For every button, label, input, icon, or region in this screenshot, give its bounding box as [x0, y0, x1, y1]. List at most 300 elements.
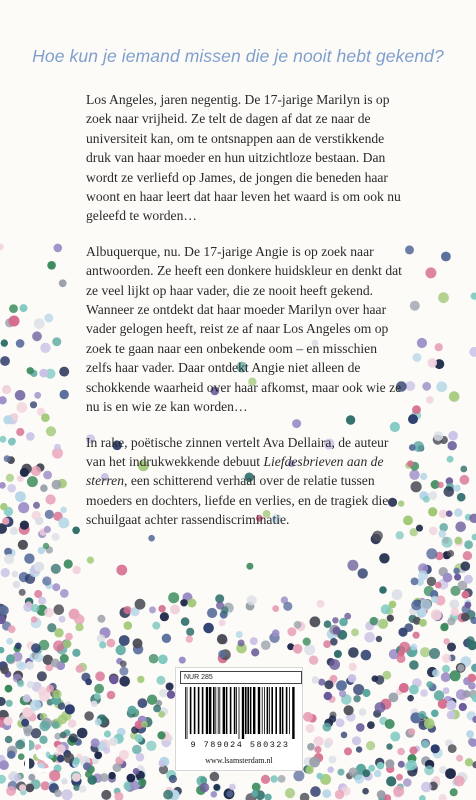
- confetti-dot: [0, 647, 4, 653]
- confetti-dot: [18, 502, 29, 513]
- confetti-dot: [403, 778, 412, 787]
- confetti-dot: [410, 644, 417, 651]
- confetti-dot: [356, 723, 365, 732]
- confetti-dot: [386, 743, 392, 749]
- confetti-dot: [0, 697, 6, 706]
- confetti-dot: [431, 596, 438, 603]
- confetti-dot: [54, 244, 63, 253]
- nur-code: NUR 285: [180, 671, 302, 684]
- confetti-dot: [4, 554, 14, 564]
- barcode-bar: [269, 687, 270, 734]
- confetti-dot: [0, 503, 7, 510]
- confetti-dot: [293, 644, 303, 654]
- confetti-dot: [445, 768, 456, 779]
- confetti-dot: [72, 566, 80, 574]
- barcode-bar: [264, 687, 265, 734]
- confetti-dot: [324, 741, 331, 748]
- confetti-dot: [68, 719, 77, 728]
- confetti-dot: [44, 526, 51, 533]
- confetti-dot: [43, 471, 52, 480]
- confetti-dot: [323, 640, 331, 648]
- confetti-dot: [420, 689, 428, 697]
- confetti-dot: [455, 537, 463, 545]
- confetti-dot: [147, 695, 157, 705]
- confetti-dot: [54, 444, 61, 451]
- confetti-dot: [128, 706, 137, 715]
- confetti-dot: [422, 382, 431, 391]
- confetti-dot: [100, 773, 109, 782]
- confetti-dot: [52, 690, 61, 699]
- confetti-dot: [44, 608, 54, 618]
- barcode-bar: [236, 687, 237, 734]
- confetti-dot: [381, 604, 391, 614]
- confetti-dot: [54, 628, 63, 637]
- confetti-dot: [6, 700, 13, 707]
- confetti-dot: [58, 517, 69, 528]
- confetti-dot: [52, 721, 60, 729]
- confetti-dot: [287, 627, 296, 636]
- confetti-dot: [411, 578, 419, 586]
- confetti-dot: [16, 402, 27, 413]
- barcode-bar: [209, 687, 211, 734]
- confetti-dot: [25, 784, 34, 793]
- confetti-dot: [412, 405, 421, 414]
- barcode-bar: [258, 687, 260, 734]
- confetti-dot: [418, 711, 426, 719]
- confetti-dot: [152, 622, 160, 630]
- confetti-dot: [59, 616, 66, 623]
- confetti-dot: [156, 676, 165, 685]
- publisher-logo-icon: [22, 735, 56, 775]
- confetti-dot: [113, 763, 122, 772]
- confetti-dot: [386, 776, 396, 786]
- confetti-dot: [419, 795, 426, 800]
- confetti-dot: [62, 789, 73, 800]
- confetti-dot: [4, 455, 11, 462]
- confetti-dot: [99, 641, 106, 648]
- confetti-dot: [138, 778, 146, 786]
- confetti-dot: [409, 660, 419, 670]
- confetti-dot: [471, 664, 476, 673]
- confetti-dot: [166, 683, 174, 691]
- confetti-dot: [385, 759, 394, 768]
- confetti-dot: [364, 632, 375, 643]
- confetti-dot: [8, 625, 16, 633]
- confetti-dot: [9, 316, 20, 327]
- confetti-dot: [40, 484, 48, 492]
- confetti-dot: [47, 261, 56, 270]
- confetti-dot: [442, 654, 451, 663]
- confetti-dot: [330, 638, 338, 646]
- confetti-dot: [52, 480, 62, 490]
- confetti-dot: [420, 647, 430, 657]
- confetti-dot: [293, 770, 304, 781]
- confetti-dot: [103, 747, 110, 754]
- confetti-dot: [219, 619, 226, 626]
- confetti-dot: [3, 415, 12, 424]
- confetti-dot: [312, 676, 320, 684]
- confetti-dot: [309, 656, 318, 665]
- barcode-bar: [215, 687, 216, 734]
- confetti-dot: [84, 711, 94, 721]
- confetti-dot: [450, 788, 458, 796]
- confetti-dot: [60, 732, 67, 739]
- closing-before: In rake, poëtische zinnen vertelt Ava Dellaira, de auteur van het indrukwekkende debuut: [86, 434, 389, 469]
- confetti-dot: [6, 474, 14, 482]
- confetti-dot: [6, 786, 16, 796]
- confetti-dot: [1, 568, 10, 577]
- confetti-dot: [409, 685, 419, 695]
- confetti-dot: [455, 522, 466, 533]
- confetti-dot: [361, 650, 372, 661]
- confetti-dot: [426, 681, 433, 688]
- confetti-dot: [327, 766, 334, 773]
- confetti-dot: [428, 507, 437, 516]
- confetti-dot: [442, 665, 450, 673]
- barcode-bar: [223, 687, 225, 734]
- confetti-dot: [447, 643, 456, 652]
- confetti-dot: [15, 491, 26, 502]
- confetti-dot: [46, 494, 56, 504]
- confetti-dot: [387, 615, 394, 622]
- confetti-dot: [169, 775, 177, 783]
- confetti-dot: [464, 575, 473, 584]
- confetti-dot: [34, 562, 44, 572]
- confetti-dot: [270, 775, 277, 782]
- confetti-dot: [64, 559, 73, 568]
- confetti-dot: [370, 617, 378, 625]
- confetti-dot: [392, 589, 403, 600]
- confetti-dot: [160, 612, 169, 621]
- confetti-dot: [429, 527, 438, 536]
- confetti-dot: [278, 775, 286, 783]
- confetti-dot: [95, 718, 102, 725]
- barcode-bar: [250, 687, 252, 734]
- confetti-dot: [170, 605, 180, 615]
- confetti-dot: [341, 732, 348, 739]
- confetti-dot: [119, 667, 128, 676]
- confetti-dot: [324, 680, 333, 689]
- confetti-dot: [465, 758, 473, 766]
- confetti-dot: [323, 723, 332, 732]
- confetti-dot: [358, 568, 368, 578]
- confetti-dot: [444, 486, 455, 497]
- confetti-dot: [468, 674, 476, 683]
- confetti-dot: [85, 678, 92, 685]
- confetti-dot: [221, 606, 229, 614]
- confetti-dot: [207, 608, 217, 618]
- confetti-dot: [42, 576, 51, 585]
- confetti-dot: [0, 482, 6, 489]
- confetti-dot: [446, 510, 453, 517]
- confetti-dot: [250, 637, 258, 645]
- confetti-dot: [0, 356, 10, 366]
- confetti-dot: [448, 431, 458, 441]
- confetti-dot: [61, 778, 67, 784]
- confetti-dot: [135, 734, 143, 742]
- confetti-dot: [12, 571, 19, 578]
- confetti-dot: [428, 491, 437, 500]
- confetti-dot: [18, 662, 26, 670]
- confetti-dot: [335, 790, 344, 799]
- confetti-dot: [314, 746, 321, 753]
- confetti-dot: [16, 428, 24, 436]
- confetti-dot: [434, 431, 444, 441]
- confetti-dot: [411, 600, 422, 611]
- blurb-paragraph-angie: Albuquerque, nu. De 17-jarige Angie is op zoek naar antwoorden. Ze heeft een donkere huidskleur en denkt dat ze veel lijkt op haar vader, die ze nooit heeft gekend. Wanneer ze ontdekt dat haar moeder Marilyn over haar vader gelogen heeft, reist ze af naar Los Angeles om op zoek te gaan naar een onbekende oom – en misschien zelfs haar vader. Daar ontdekt Angie niet alleen de schokkende waarheid over haar afkomst, maar ook wie ze nu is en wie ze kan worden…: [86, 243, 402, 415]
- blurb-text: [86, 90, 404, 546]
- barcode-bar: [245, 687, 247, 734]
- confetti-dot: [168, 592, 179, 603]
- confetti-dot: [448, 744, 457, 753]
- confetti-dot: [7, 484, 16, 493]
- confetti-dot: [366, 741, 375, 750]
- confetti-dot: [20, 521, 29, 530]
- confetti-dot: [32, 331, 42, 341]
- confetti-dot: [19, 784, 26, 791]
- confetti-dot: [447, 550, 454, 557]
- confetti-dot: [411, 481, 422, 492]
- confetti-dot: [409, 470, 419, 480]
- confetti-dot: [344, 613, 351, 620]
- confetti-dot: [372, 675, 379, 682]
- confetti-dot: [459, 703, 467, 711]
- confetti-dot: [336, 718, 345, 727]
- confetti-dot: [20, 304, 28, 312]
- confetti-dot: [30, 700, 41, 711]
- confetti-dot: [52, 533, 60, 541]
- confetti-dot: [16, 339, 25, 348]
- confetti-dot: [408, 728, 415, 735]
- barcode-bar: [187, 687, 188, 739]
- barcode-bar: [190, 687, 192, 734]
- confetti-dot: [403, 516, 413, 526]
- confetti-dot: [351, 629, 359, 637]
- confetti-dot: [63, 640, 72, 649]
- confetti-dot: [137, 676, 144, 683]
- confetti-dot: [135, 599, 146, 610]
- confetti-dot: [460, 466, 467, 473]
- confetti-dot: [39, 369, 48, 378]
- confetti-dot: [438, 530, 446, 538]
- confetti-dot: [261, 640, 271, 650]
- confetti-dot: [226, 790, 233, 797]
- barcode-bar: [262, 687, 263, 734]
- confetti-dot: [149, 654, 159, 664]
- confetti-dot: [453, 568, 460, 575]
- confetti-dot: [238, 640, 245, 647]
- confetti-dot: [41, 413, 50, 422]
- confetti-dot: [448, 441, 457, 450]
- confetti-dot: [472, 534, 476, 541]
- confetti-dot: [37, 671, 47, 681]
- confetti-dot: [104, 730, 111, 737]
- confetti-dot: [31, 604, 39, 612]
- confetti-dot: [69, 733, 78, 742]
- barcode-bar: [206, 687, 208, 734]
- confetti-dot: [0, 436, 6, 443]
- confetti-dot: [186, 628, 194, 636]
- confetti-dot: [218, 650, 226, 658]
- confetti-dot: [407, 460, 414, 467]
- confetti-dot: [4, 717, 13, 726]
- confetti-dot: [437, 482, 443, 488]
- confetti-dot: [95, 671, 105, 681]
- confetti-dot: [416, 525, 423, 532]
- confetti-dot: [2, 385, 11, 394]
- confetti-dot: [409, 746, 417, 754]
- confetti-dot: [322, 789, 331, 798]
- confetti-dot: [40, 343, 50, 353]
- confetti-dot: [65, 633, 73, 641]
- confetti-dot: [34, 590, 42, 598]
- confetti-dot: [338, 769, 345, 776]
- confetti-dot: [75, 623, 83, 631]
- confetti-dot: [107, 691, 116, 700]
- confetti-dot: [51, 659, 60, 668]
- confetti-dot: [46, 685, 54, 693]
- confetti-dot: [138, 698, 148, 708]
- confetti-dot: [390, 732, 400, 742]
- confetti-dot: [441, 252, 451, 262]
- confetti-dot: [27, 476, 38, 487]
- confetti-dot: [375, 702, 386, 713]
- confetti-dot: [348, 674, 357, 683]
- confetti-dot: [347, 560, 358, 571]
- confetti-dot: [31, 466, 41, 476]
- confetti-dot: [74, 614, 84, 624]
- confetti-dot: [406, 760, 417, 771]
- confetti-dot: [77, 728, 88, 739]
- confetti-dot: [303, 712, 313, 722]
- confetti-dot: [72, 649, 80, 657]
- confetti-dot: [352, 736, 361, 745]
- confetti-dot: [60, 507, 67, 514]
- confetti-dot: [441, 672, 451, 682]
- confetti-dot: [408, 414, 418, 424]
- confetti-dot: [5, 685, 13, 693]
- confetti-dot: [34, 653, 43, 662]
- confetti-dot: [439, 794, 447, 800]
- confetti-dot: [58, 714, 68, 724]
- confetti-dot: [285, 788, 295, 798]
- confetti-dot: [211, 791, 218, 798]
- confetti-dot: [272, 629, 280, 637]
- barcode-box: [175, 667, 303, 771]
- confetti-dot: [41, 781, 50, 790]
- confetti-dot: [442, 537, 453, 548]
- confetti-dot: [316, 773, 323, 780]
- confetti-dot: [54, 604, 65, 615]
- confetti-dot: [457, 493, 466, 502]
- confetti-dot: [14, 774, 22, 782]
- confetti-dot: [217, 634, 227, 644]
- confetti-dot: [35, 517, 43, 525]
- confetti-dot: [464, 540, 473, 549]
- barcode-bar: [198, 687, 200, 734]
- confetti-dot: [399, 642, 410, 653]
- confetti-dot: [158, 711, 165, 718]
- confetti-dot: [136, 753, 145, 762]
- confetti-dot: [181, 617, 190, 626]
- confetti-dot: [425, 267, 436, 278]
- confetti-dot: [314, 736, 324, 746]
- confetti-dot: [462, 591, 470, 599]
- confetti-dot: [59, 390, 68, 399]
- confetti-dot: [167, 690, 175, 698]
- confetti-dot: [53, 640, 64, 651]
- confetti-dot: [410, 301, 420, 311]
- confetti-dot: [251, 648, 259, 656]
- confetti-dot: [363, 689, 371, 697]
- confetti-dot: [26, 661, 34, 669]
- confetti-dot: [153, 705, 161, 713]
- confetti-dot: [97, 615, 105, 623]
- confetti-dot: [43, 543, 49, 549]
- confetti-dot: [428, 358, 438, 368]
- confetti-dot: [124, 606, 132, 614]
- confetti-dot: [449, 391, 460, 402]
- confetti-dot: [38, 687, 48, 697]
- confetti-dot: [443, 573, 453, 583]
- confetti-dot: [309, 757, 320, 768]
- confetti-dot: [359, 708, 367, 716]
- confetti-dot: [91, 738, 100, 747]
- confetti-dot: [348, 647, 359, 658]
- confetti-dot: [179, 657, 186, 664]
- confetti-dot: [108, 772, 115, 779]
- confetti-dot: [60, 589, 69, 598]
- confetti-dot: [159, 760, 166, 767]
- confetti-dot: [24, 553, 34, 563]
- confetti-dot: [272, 605, 279, 612]
- confetti-dot: [17, 680, 24, 687]
- confetti-dot: [336, 680, 347, 691]
- confetti-dot: [427, 577, 436, 586]
- confetti-dot: [72, 773, 81, 782]
- confetti-dot: [247, 595, 257, 605]
- confetti-dot: [5, 736, 13, 744]
- confetti-dot: [385, 719, 395, 729]
- confetti-dot: [300, 793, 310, 800]
- confetti-dot: [13, 581, 21, 589]
- confetti-dot: [18, 540, 28, 550]
- confetti-dot: [31, 616, 38, 623]
- confetti-dot: [2, 517, 9, 524]
- confetti-dot: [146, 741, 156, 751]
- confetti-dot: [132, 745, 142, 755]
- confetti-dot: [435, 582, 442, 589]
- barcode-bar: [247, 687, 249, 734]
- confetti-dot: [344, 705, 354, 715]
- barcode-bar: [234, 687, 236, 734]
- confetti-dot: [59, 367, 69, 377]
- confetti-dot: [79, 785, 87, 793]
- confetti-dot: [109, 737, 118, 746]
- confetti-dot: [306, 724, 315, 733]
- barcode-bar: [289, 687, 290, 734]
- barcode-bar: [226, 687, 228, 734]
- tagline: Hoe kun je iemand missen die je nooit hebt gekend?: [32, 46, 444, 66]
- confetti-dot: [431, 710, 439, 718]
- confetti-dot: [305, 766, 313, 774]
- confetti-dot: [76, 665, 84, 673]
- confetti-dot: [344, 747, 352, 755]
- confetti-dot: [158, 655, 168, 665]
- confetti-dot: [83, 762, 91, 770]
- confetti-dot: [307, 743, 315, 751]
- confetti-dot: [376, 636, 382, 642]
